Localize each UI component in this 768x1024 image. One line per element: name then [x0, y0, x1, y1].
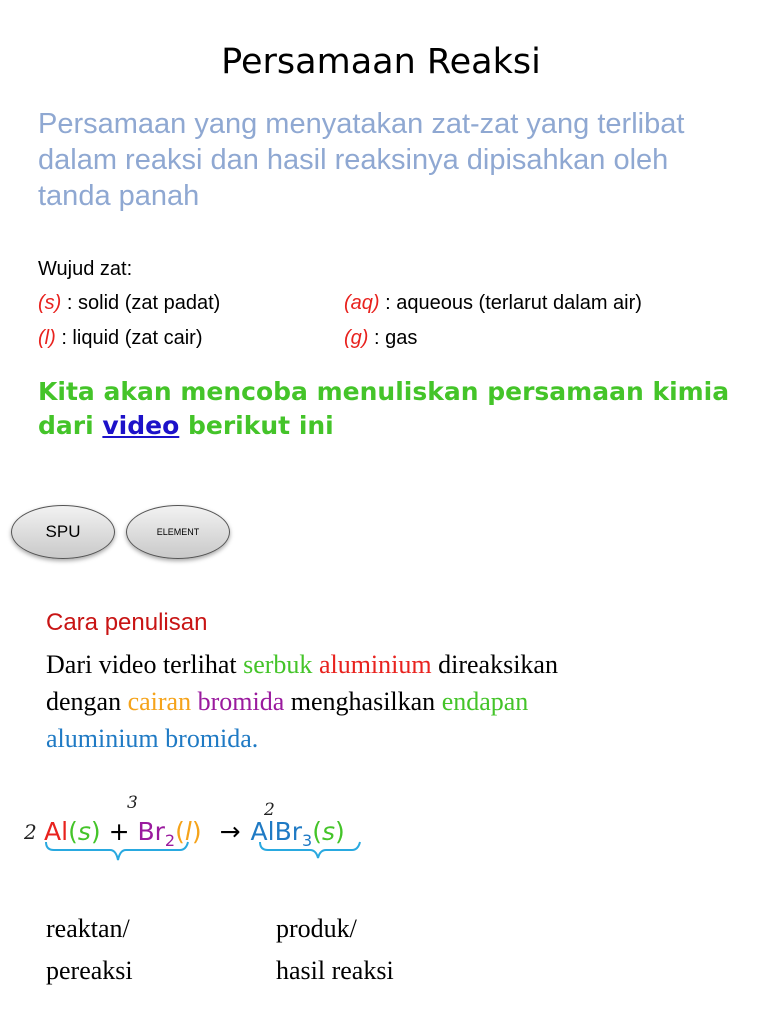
state-solid: [38, 292, 220, 315]
text-aluminium: aluminium: [318, 650, 432, 679]
reaction-arrow-icon: →: [219, 817, 241, 846]
text-cairan: cairan: [127, 687, 192, 716]
eq-al: Al: [44, 817, 69, 846]
coefficient-albr3: 2: [264, 800, 275, 820]
text-bromida: bromida: [197, 687, 285, 716]
state-symbol: (l): [38, 327, 56, 349]
coefficient-br2: 3: [127, 793, 138, 813]
state-desc: : solid (zat padat): [61, 292, 221, 314]
reactant-label-2: pereaksi: [46, 956, 133, 985]
state-desc: : liquid (zat cair): [55, 327, 203, 349]
reactant-brace: [46, 842, 188, 860]
state-desc: : aqueous (terlarut dalam air): [379, 292, 642, 314]
eq-plus: +: [100, 817, 138, 846]
state-symbol: (aq): [344, 292, 380, 314]
spu-button-label: SPU: [45, 522, 81, 541]
text: direaksikan: [431, 650, 558, 679]
text-serbuk: serbuk: [243, 650, 313, 679]
eq-state-s: (s): [68, 817, 101, 846]
state-liquid: [38, 327, 202, 350]
eq-albr-sub: 3: [302, 831, 313, 850]
page-title: Persamaan Reaksi: [221, 42, 541, 82]
description-line-2: [46, 683, 528, 720]
element-button-label: ELEMENT: [156, 527, 200, 537]
product-label-1: produk/: [276, 914, 357, 943]
text: Dari video terlihat: [46, 650, 244, 679]
description-line-1: [46, 646, 558, 683]
cta-line-2: [38, 411, 334, 440]
eq-s: s: [77, 817, 91, 846]
method-heading: Cara penulisan: [46, 609, 208, 636]
eq-br-sub: 2: [164, 831, 176, 850]
text: dengan: [46, 687, 128, 716]
state-aqueous: [344, 292, 642, 315]
eq-state-l: (l): [175, 817, 202, 846]
eq-state-s2: (s): [312, 817, 345, 846]
video-link[interactable]: video: [102, 411, 180, 440]
equation-brackets: [40, 838, 400, 868]
states-heading: Wujud zat:: [38, 258, 133, 280]
eq-s2: s: [321, 817, 335, 846]
cta-suffix: berikut ini: [179, 411, 334, 440]
state-symbol: (s): [38, 292, 62, 314]
product-label-2: hasil reaksi: [276, 956, 394, 985]
cta-prefix: dari: [38, 411, 103, 440]
eq-albr: AlBr: [250, 817, 303, 846]
definition-text: Persamaan yang menyatakan zat-zat yang terlibat dalam reaksi dan hasil reaksinya dipisahkan oleh tanda panah: [38, 108, 685, 212]
cta-line-1: Kita akan mencoba menuliskan persamaan kimia: [38, 377, 730, 406]
description-line-3: aluminium bromida.: [46, 724, 259, 753]
reactant-label-1: reaktan/: [46, 914, 130, 943]
coefficient-al: 2: [24, 820, 37, 844]
text: menghasilkan: [284, 687, 442, 716]
state-symbol: (g): [344, 327, 369, 349]
eq-l: l: [184, 817, 192, 846]
element-button[interactable]: [126, 505, 230, 559]
state-desc: : gas: [368, 327, 418, 349]
eq-br: Br: [137, 817, 165, 846]
product-brace: [260, 842, 360, 858]
spu-button[interactable]: [11, 505, 115, 559]
text-endapan: endapan: [441, 687, 529, 716]
state-gas: [344, 327, 417, 350]
